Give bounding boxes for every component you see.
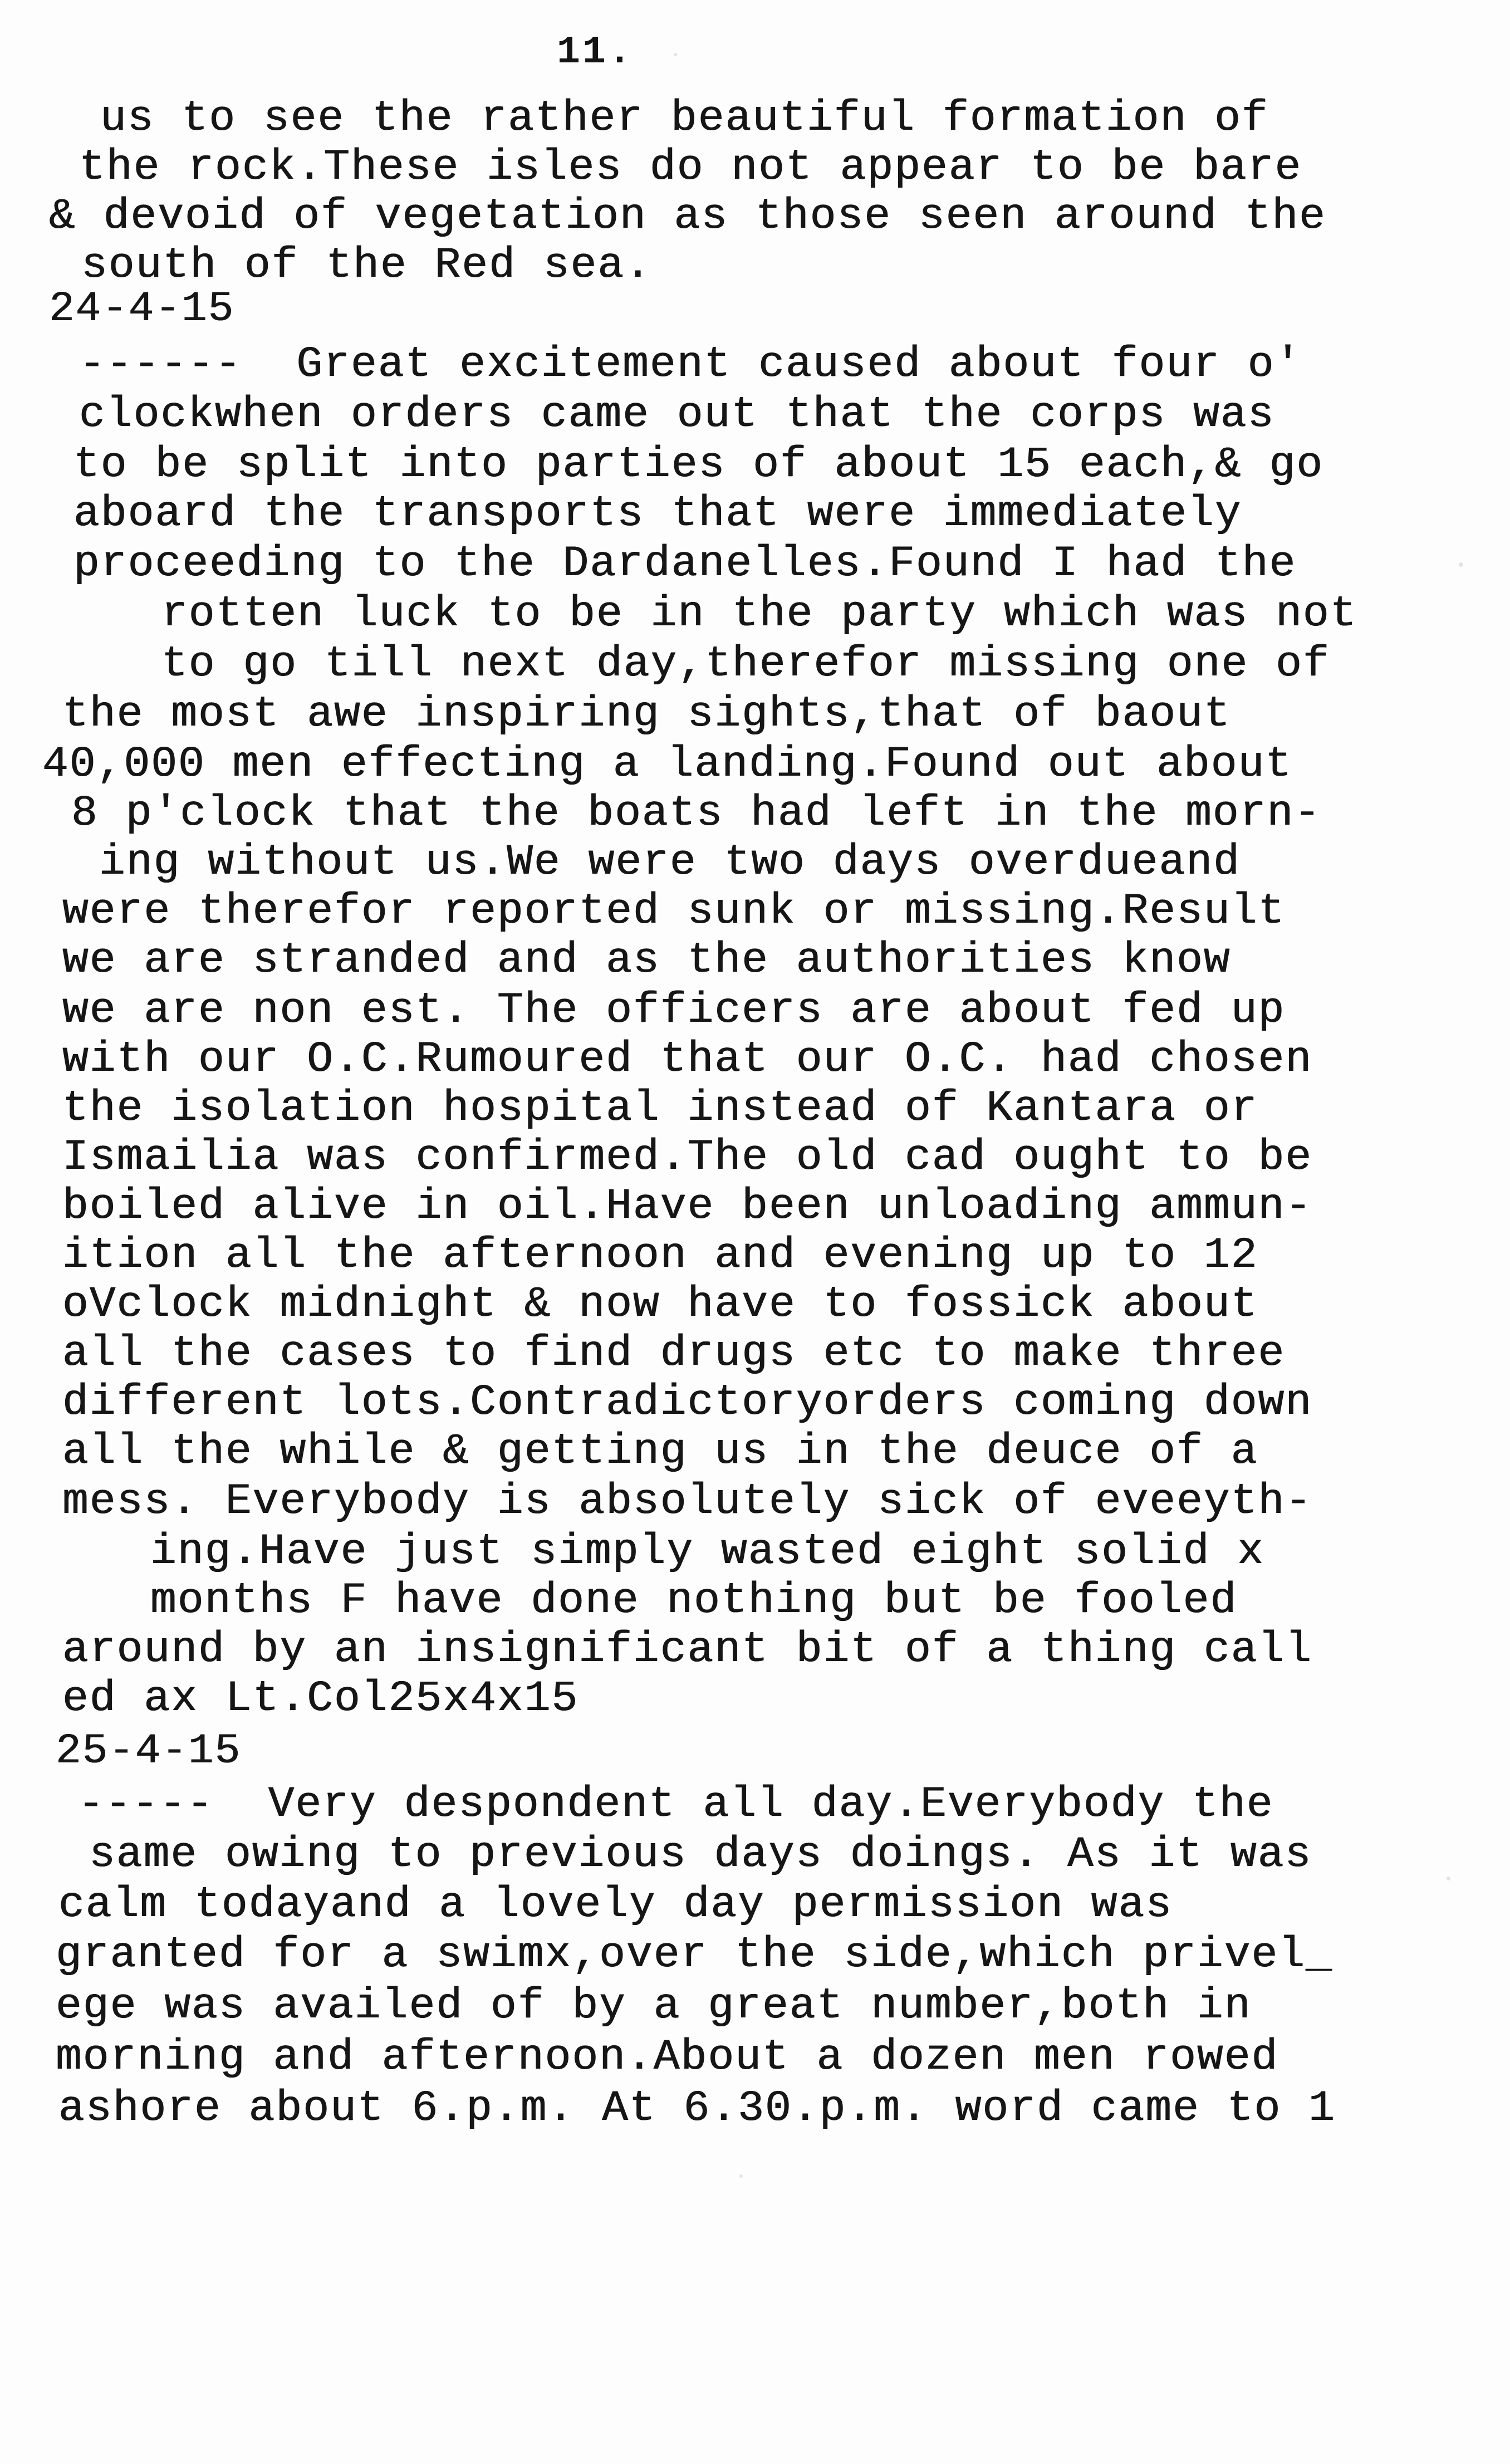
text-line: calm todayand a lovely day permission was [58, 1880, 1173, 1929]
ink-speck [739, 2174, 743, 2178]
text-line: the rock.These isles do not appear to be bare [79, 143, 1302, 192]
text-line: mess. Everybody is absolutely sick of eveeyth- [62, 1477, 1313, 1526]
text-line: same owing to previous days doings. As it was [89, 1830, 1312, 1879]
text-line: south of the Red sea. [81, 241, 652, 290]
text-line: Ismailia was confirmed.The old cad ought to be [62, 1133, 1313, 1182]
entry-date: 25-4-15 [56, 1727, 242, 1775]
text-line: oVclock midnight & now have to fossick about [62, 1280, 1258, 1329]
text-line: ition all the afternoon and evening up to 12 [62, 1231, 1258, 1280]
text-line: with our O.C.Rumoured that our O.C. had chosen [62, 1035, 1313, 1084]
text-line: ege was availed of by a great number,both in [56, 1982, 1252, 2031]
text-line: around by an insignificant bit of a thing call [62, 1625, 1313, 1674]
text-line: morning and afternoon.About a dozen men rowed [56, 2033, 1279, 2082]
text-line: ing.Have just simply wasted eight solid x [150, 1527, 1265, 1576]
text-line: we are stranded and as the authorities know [62, 936, 1231, 985]
text-line: & devoid of vegetation as those seen around the [49, 192, 1326, 241]
ink-speck [1459, 562, 1463, 567]
text-line: ------ Great excitement caused about four o' [79, 340, 1302, 389]
text-line: the isolation hospital instead of Kantara or [62, 1084, 1258, 1133]
text-line: aboard the transports that were immediately [73, 489, 1242, 538]
text-line: we are non est. The officers are about fed up [62, 986, 1286, 1035]
text-line: were therefor reported sunk or missing.Result [62, 887, 1286, 936]
text-line: rotten luck to be in the party which was not [161, 590, 1357, 639]
text-line: proceeding to the Dardanelles.Found I had the [73, 540, 1297, 589]
text-line: granted for a swimx,over the side,which privel_ [56, 1931, 1333, 1980]
text-line: to go till next day,therefor missing one of [161, 640, 1330, 689]
ink-speck [674, 53, 677, 56]
text-line: ----- Very despondent all day.Everybody the [78, 1780, 1274, 1829]
text-line: to be split into parties of about 15 each,& go [73, 440, 1324, 489]
text-line: the most awe inspiring sights,that of baout [62, 690, 1231, 739]
text-line: boiled alive in oil.Have been unloading ammun- [62, 1182, 1313, 1231]
text-line: ed ax Lt.Col25x4x15 [62, 1674, 579, 1723]
ink-speck [1447, 1877, 1450, 1880]
entry-date: 24-4-15 [49, 285, 235, 333]
text-line: us to see the rather beautiful formation of [100, 94, 1269, 143]
text-line: ashore about 6.p.m. At 6.30.p.m. word came to 1 [58, 2084, 1336, 2133]
text-line: 40,000 men effecting a landing.Found out about [42, 740, 1293, 789]
text-line: 8 p'clock that the boats had left in the morn- [71, 789, 1322, 838]
page-number: 11. [557, 31, 634, 75]
text-line: different lots.Contradictoryorders coming down [62, 1378, 1313, 1427]
text-line: all the while & getting us in the deuce of a [62, 1427, 1258, 1476]
text-line: clockwhen orders came out that the corps was [79, 390, 1275, 439]
text-line: months F have done nothing but be fooled [150, 1576, 1238, 1625]
text-line: ing without us.We were two days overdueand [99, 838, 1241, 887]
text-line: all the cases to find drugs etc to make three [62, 1329, 1286, 1378]
